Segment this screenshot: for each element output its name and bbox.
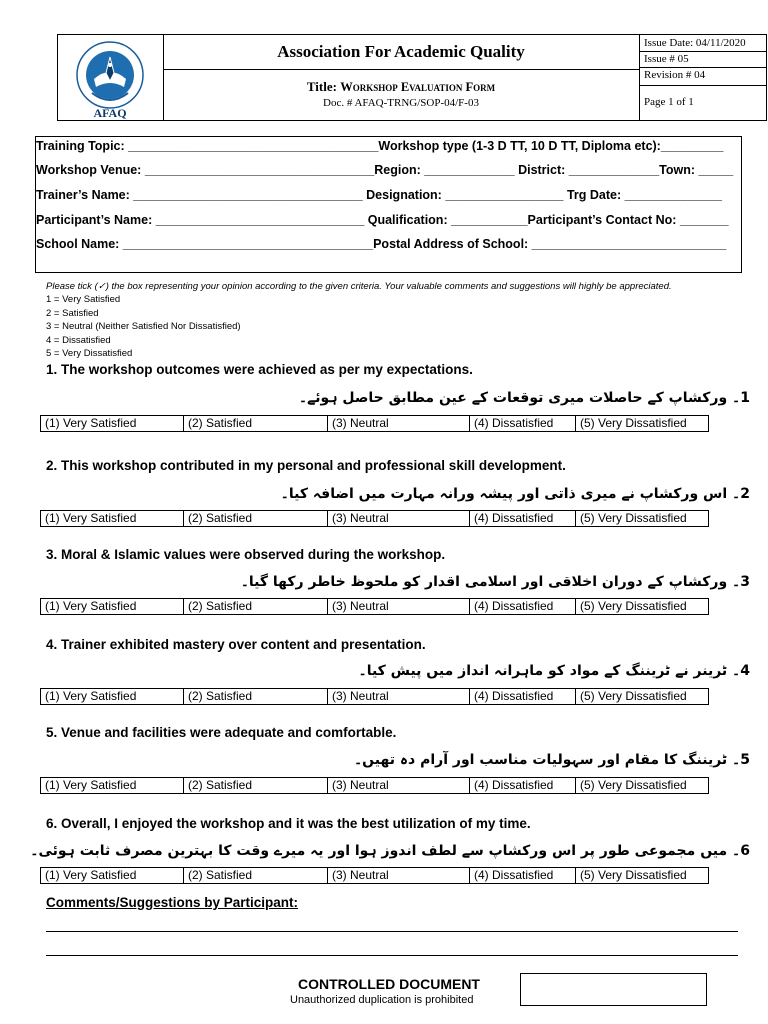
question-4-english: 4. Trainer exhibited mastery over content and presentation. xyxy=(46,637,426,652)
option-satisfied[interactable]: (2) Satisfied xyxy=(183,867,328,884)
doc-number: Doc. # AFAQ-TRNG/SOP-04/F-03 xyxy=(323,97,479,109)
question-3-urdu: 3۔ ورکشاپ کے دوران اخلاقی اور اسلامی اقدار کو ملحوظ خاطر رکھا گیا۔ xyxy=(240,574,750,590)
header-title-block xyxy=(163,35,640,120)
option-very-satisfied[interactable]: (1) Very Satisfied xyxy=(40,777,184,794)
option-very-dissatisfied[interactable]: (5) Very Dissatisfied xyxy=(575,688,709,705)
legend-item: 1 = Very Satisfied xyxy=(46,294,121,305)
option-very-satisfied[interactable]: (1) Very Satisfied xyxy=(40,510,184,527)
option-very-dissatisfied[interactable]: (5) Very Dissatisfied xyxy=(575,598,709,615)
legend-item: 5 = Very Dissatisfied xyxy=(46,348,133,359)
unauthorized-notice: Unauthorized duplication is prohibited xyxy=(290,994,474,1006)
question-2-urdu: 2۔ اس ورکشاپ نے میری ذاتی اور پیشہ ورانہ مہارت میں اضافہ کیا۔ xyxy=(280,486,750,502)
option-dissatisfied[interactable]: (4) Dissatisfied xyxy=(469,777,576,794)
question-5-options xyxy=(40,777,708,794)
option-very-satisfied[interactable]: (1) Very Satisfied xyxy=(40,688,184,705)
legend-item: 2 = Satisfied xyxy=(46,308,99,319)
organization-name: Association For Academic Quality xyxy=(163,35,639,70)
question-4-urdu: 4۔ ٹرینر نے ٹریننگ کے مواد کو ماہرانہ انداز میں پیش کیا۔ xyxy=(358,663,750,679)
option-satisfied[interactable]: (2) Satisfied xyxy=(183,777,328,794)
issue-number: Issue # 05 xyxy=(644,53,689,65)
controlled-document-label: CONTROLLED DOCUMENT xyxy=(298,976,480,992)
title-prefix: Title: xyxy=(306,79,341,94)
question-6-english: 6. Overall, I enjoyed the workshop and it was the best utilization of my time. xyxy=(46,816,531,831)
divider xyxy=(639,85,766,86)
question-1-urdu: 1۔ ورکشاپ کے حاصلات میری توقعات کے عین مطابق حاصل ہوئے۔ xyxy=(298,390,750,406)
legend-item: 4 = Dissatisfied xyxy=(46,335,111,346)
question-4-options xyxy=(40,688,708,705)
option-very-dissatisfied[interactable]: (5) Very Dissatisfied xyxy=(575,867,709,884)
option-satisfied[interactable]: (2) Satisfied xyxy=(183,688,328,705)
page-number: Page 1 of 1 xyxy=(644,96,694,108)
title-text: Workshop Evaluation Form xyxy=(340,80,496,94)
question-1-options xyxy=(40,415,708,432)
question-2-options xyxy=(40,510,708,527)
comments-line[interactable] xyxy=(46,955,738,956)
question-5-english: 5. Venue and facilities were adequate and comfortable. xyxy=(46,725,397,740)
option-dissatisfied[interactable]: (4) Dissatisfied xyxy=(469,415,576,432)
option-neutral[interactable]: (3) Neutral xyxy=(327,688,470,705)
question-6-options xyxy=(40,867,708,884)
revision-number: Revision # 04 xyxy=(644,69,706,81)
divider xyxy=(639,67,766,68)
option-very-satisfied[interactable]: (1) Very Satisfied xyxy=(40,598,184,615)
comments-line[interactable] xyxy=(46,931,738,932)
info-row-venue[interactable]: Workshop Venue: _________________________________Region: _____________ District: _____________Town: _____ xyxy=(36,163,734,177)
logo-text: AFAQ xyxy=(93,106,127,120)
option-dissatisfied[interactable]: (4) Dissatisfied xyxy=(469,598,576,615)
question-3-options xyxy=(40,598,708,615)
option-dissatisfied[interactable]: (4) Dissatisfied xyxy=(469,867,576,884)
question-3-english: 3. Moral & Islamic values were observed during the workshop. xyxy=(46,547,446,562)
question-2-english: 2. This workshop contributed in my personal and professional skill development. xyxy=(46,458,566,473)
stamp-box xyxy=(520,973,707,1006)
afaq-logo xyxy=(58,35,164,120)
instructions-text: Please tick (✓) the box representing your opinion according to the given criteria. Your valuable comments and suggestions will highly be appreciated. xyxy=(46,281,672,292)
option-neutral[interactable]: (3) Neutral xyxy=(327,777,470,794)
form-title xyxy=(163,79,639,95)
afaq-seal-icon xyxy=(58,35,163,120)
document-header xyxy=(57,34,767,121)
option-dissatisfied[interactable]: (4) Dissatisfied xyxy=(469,510,576,527)
option-neutral[interactable]: (3) Neutral xyxy=(327,510,470,527)
option-satisfied[interactable]: (2) Satisfied xyxy=(183,510,328,527)
info-row-training[interactable]: Training Topic: ____________________________________Workshop type (1-3 D TT, 10 D TT, Diploma etc):_________ xyxy=(36,139,724,153)
option-dissatisfied[interactable]: (4) Dissatisfied xyxy=(469,688,576,705)
option-very-satisfied[interactable]: (1) Very Satisfied xyxy=(40,867,184,884)
divider xyxy=(639,51,766,52)
comments-label: Comments/Suggestions by Participant: xyxy=(46,895,299,910)
question-1-english: 1. The workshop outcomes were achieved as per my expectations. xyxy=(46,362,473,377)
question-5-urdu: 5۔ ٹریننگ کا مقام اور سہولیات مناسب اور آرام دہ تھیں۔ xyxy=(353,752,750,768)
info-row-school[interactable]: School Name: ____________________________________Postal Address of School: ____________________________ xyxy=(36,237,727,251)
participant-info-box xyxy=(35,136,742,273)
option-very-dissatisfied[interactable]: (5) Very Dissatisfied xyxy=(575,777,709,794)
option-satisfied[interactable]: (2) Satisfied xyxy=(183,598,328,615)
question-6-urdu: 6۔ میں مجموعی طور پر اس ورکشاپ سے لطف اندوز ہوا اور یہ میرے وقت کا بہترین مصرف ثابت ہوئی۔ xyxy=(30,843,750,859)
option-neutral[interactable]: (3) Neutral xyxy=(327,867,470,884)
info-row-participant[interactable]: Participant’s Name: ______________________________ Qualification: ___________Participant’s Contact No: _______ xyxy=(36,213,729,227)
info-row-trainer[interactable]: Trainer’s Name: _________________________________ Designation: _________________ Trg Date: ______________ xyxy=(36,188,722,202)
option-satisfied[interactable]: (2) Satisfied xyxy=(183,415,328,432)
option-very-dissatisfied[interactable]: (5) Very Dissatisfied xyxy=(575,510,709,527)
option-neutral[interactable]: (3) Neutral xyxy=(327,598,470,615)
legend-item: 3 = Neutral (Neither Satisfied Nor Dissatisfied) xyxy=(46,321,241,332)
option-very-dissatisfied[interactable]: (5) Very Dissatisfied xyxy=(575,415,709,432)
option-very-satisfied[interactable]: (1) Very Satisfied xyxy=(40,415,184,432)
header-meta-block xyxy=(639,35,766,120)
issue-date: Issue Date: 04/11/2020 xyxy=(644,37,746,49)
option-neutral[interactable]: (3) Neutral xyxy=(327,415,470,432)
